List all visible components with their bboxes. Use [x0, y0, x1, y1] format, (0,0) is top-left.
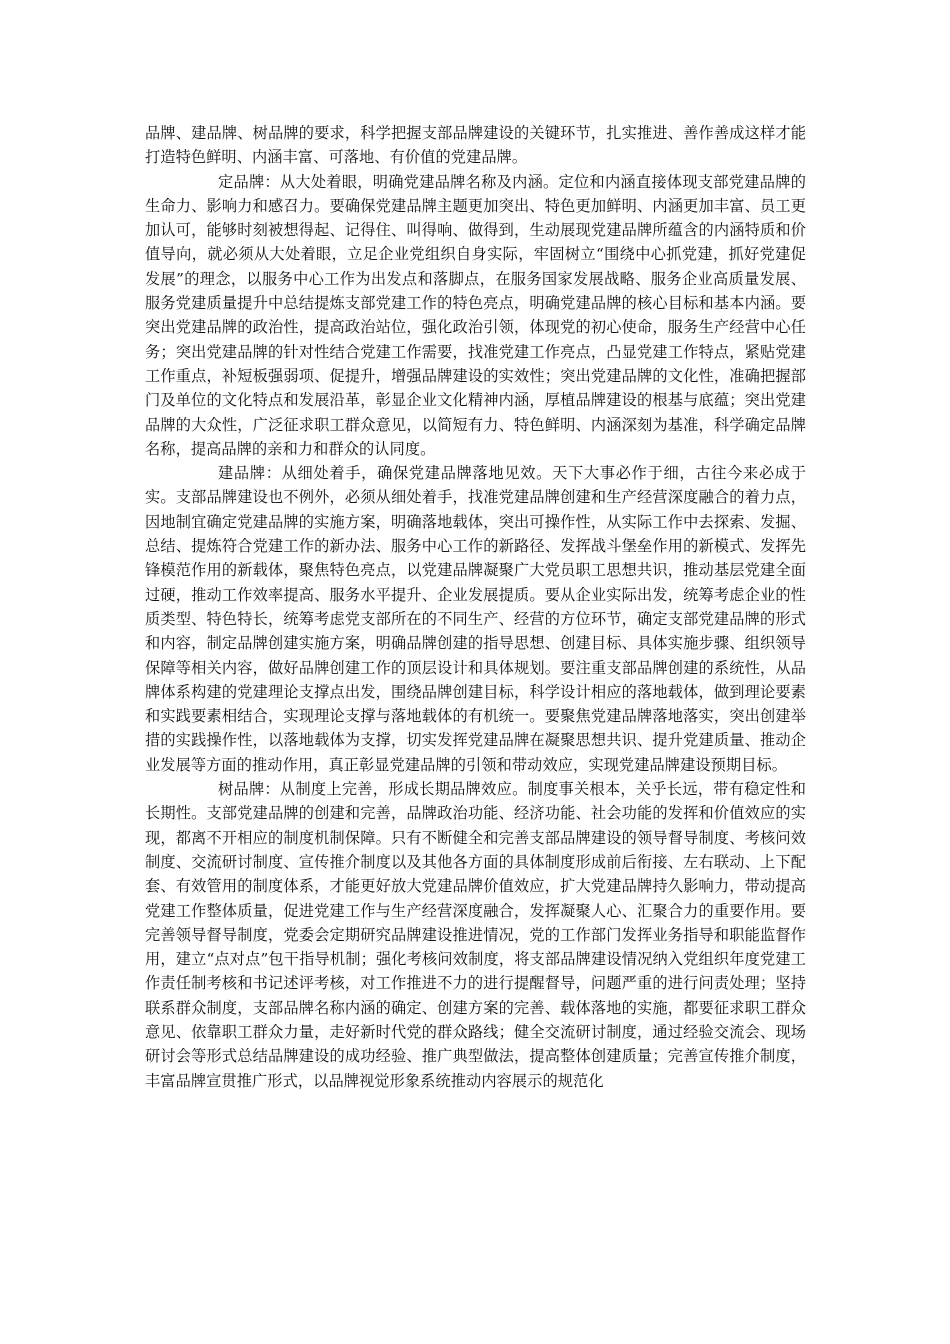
document-page — [145, 121, 806, 1093]
paragraph-establish-brand: 树品牌：从制度上完善，形成长期品牌效应。制度事关根本，关乎长远，带有稳定性和长期性。支部党建品牌的创建和完善，品牌政治功能、经济功能、社会功能的发挥和价值效应的实现，都离不开相应的制度机制保障。只有不断健全和完善支部品牌建设的领导督导制度、考核问效制度、交流研讨制度、宣传推介制度以及其他各方面的具体制度形成前后衔接、左右联动、上下配套、有效管用的制度体系，才能更好放大党建品牌价值效应，扩大党建品牌持久影响力，带动提高党建工作整体质量，促进党建工作与生产经营深度融合，发挥凝聚人心、汇聚合力的重要作用。要完善领导督导制度，党委会定期研究品牌建设推进情况，党的工作部门发挥业务指导和职能监督作用，建立“点对点”包干指导机制；强化考核问效制度，将支部品牌建设情况纳入党组织年度党建工作责任制考核和书记述评考核，对工作推进不力的进行提醒督导，问题严重的进行问责处理；坚持联系群众制度，支部品牌名称内涵的确定、创建方案的完善、载体落地的实施，都要征求职工群众意见、依靠职工群众力量，走好新时代党的群众路线；健全交流研讨制度，通过经验交流会、现场研讨会等形式总结品牌建设的成功经验、推广典型做法，提高整体创建质量；完善宣传推介制度，丰富品牌宣贯推广形式，以品牌视觉形象系统推动内容展示的规范化 — [145, 780, 806, 1090]
paragraph-define-brand: 定品牌：从大处着眼，明确党建品牌名称及内涵。定位和内涵直接体现支部党建品牌的生命力、影响力和感召力。要确保党建品牌主题更加突出、特色更加鲜明、内涵更加丰富、员工更加认可，能够时刻被想得起、记得住、叫得响、做得到，生动展现党建品牌所蕴含的内涵特质和价值导向，就必须从大处着眼，立足企业党组织自身实际，牢固树立“围绕中心抓党建，抓好党建促发展”的理念，以服务中心工作为出发点和落脚点，在服务国家发展战略、服务企业高质量发展、服务党建质量提升中总结提炼支部党建工作的特色亮点，明确党建品牌的核心目标和基本内涵。要突出党建品牌的政治性，提高政治站位，强化政治引领，体现党的初心使命，服务生产经营中心任务；突出党建品牌的针对性结合党建工作需要，找准党建工作亮点，凸显党建工作特点，紧贴党建工作重点，补短板强弱项、促提升，增强品牌建设的实效性；突出党建品牌的文化性，准确把握部门及单位的文化特点和发展沿革，彰显企业文化精神内涵，厚植品牌建设的根基与底蕴；突出党建品牌的大众性，广泛征求职工群众意见，以简短有力、特色鲜明、内涵深刻为基准，科学确定品牌名称，提高品牌的亲和力和群众的认同度。 — [145, 172, 806, 458]
paragraph-intro-continued: 品牌、建品牌、树品牌的要求，科学把握支部品牌建设的关键环节，扎实推进、善作善成这样才能打造特色鲜明、内涵丰富、可落地、有价值的党建品牌。 — [145, 124, 806, 167]
paragraph-build-brand: 建品牌：从细处着手，确保党建品牌落地见效。天下大事必作于细，古往今来必成于实。支部品牌建设也不例外，必须从细处着手，找准党建品牌创建和生产经营深度融合的着力点，因地制宜确定党建品牌的实施方案，明确落地载体，突出可操作性，从实际工作中去探索、发掘、总结、提炼符合党建工作的新办法、服务中心工作的新路径、发挥战斗堡垒作用的新模式、发挥先锋模范作用的新载体，聚焦特色亮点，以党建品牌凝聚广大党员职工思想共识，推动基层党建全面过硬，推动工作效率提高、服务水平提升、企业发展提质。要从企业实际出发，统筹考虑企业的性质类型、特色特长，统筹考虑党支部所在的不同生产、经营的方位环节，确定支部党建品牌的形式和内容，制定品牌创建实施方案，明确品牌创建的指导思想、创建目标、具体实施步骤、组织领导保障等相关内容，做好品牌创建工作的顶层设计和具体规划。要注重支部品牌创建的系统性，从品牌体系构建的党建理论支撑点出发，围绕品牌创建目标，科学设计相应的落地载体，做到理论要素和实践要素相结合，实现理论支撑与落地载体的有机统一。要聚焦党建品牌落地落实，突出创建举措的实践操作性，以落地载体为支撑，切实发挥党建品牌在凝聚思想共识、提升党建质量、推动企业发展等方面的推动作用，真正彰显党建品牌的引领和带动效应，实现党建品牌建设预期目标。 — [145, 464, 806, 774]
